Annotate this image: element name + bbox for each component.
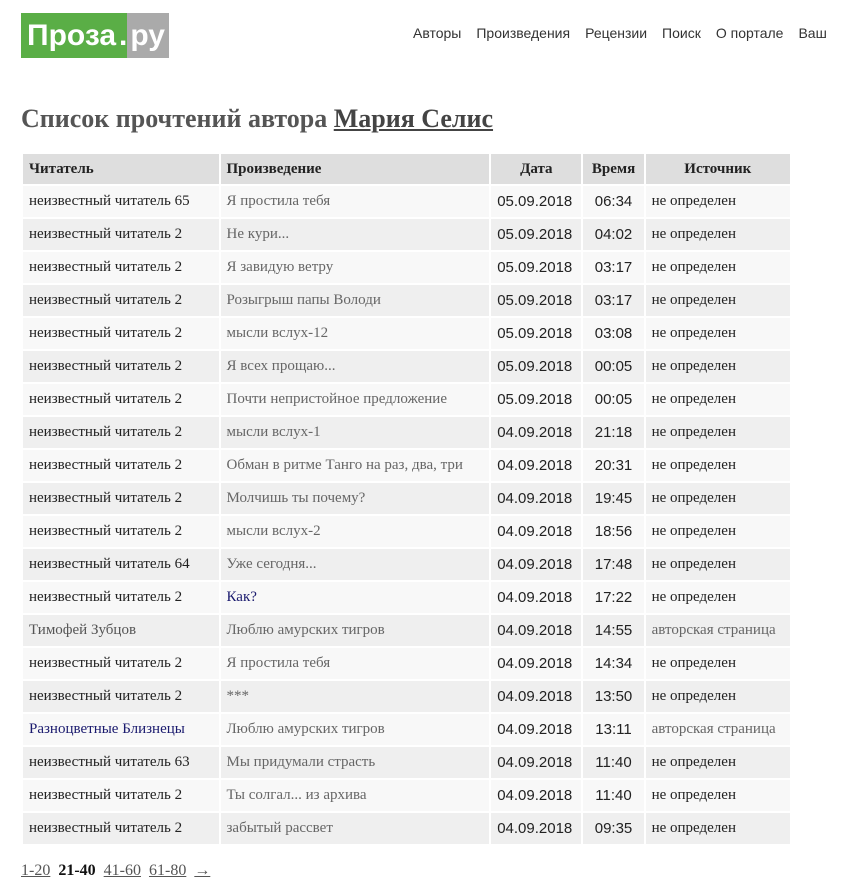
time-cell: 09:35 [583, 813, 643, 844]
source-cell: не определен [646, 219, 790, 250]
source-cell: не определен [646, 318, 790, 349]
date-cell: 05.09.2018 [491, 384, 581, 415]
table-row [23, 351, 790, 382]
time-cell: 14:55 [583, 615, 643, 646]
source-cell: не определен [646, 549, 790, 580]
work-link[interactable]: Розыгрыш папы Володи [221, 285, 490, 316]
work-link[interactable]: Мы придумали страсть [221, 747, 490, 778]
work-link[interactable]: Обман в ритме Танго на раз, два, три [221, 450, 490, 481]
table-row [23, 582, 790, 613]
table-row [23, 813, 790, 844]
table-header-row [23, 154, 790, 184]
time-cell: 03:17 [583, 285, 643, 316]
time-cell: 03:08 [583, 318, 643, 349]
date-cell: 04.09.2018 [491, 813, 581, 844]
reader-cell: неизвестный читатель 2 [23, 285, 219, 316]
source-cell: не определен [646, 813, 790, 844]
source-cell: не определен [646, 285, 790, 316]
work-link[interactable]: Уже сегодня... [221, 549, 490, 580]
reader-cell: неизвестный читатель 2 [23, 516, 219, 547]
source-cell: не определен [646, 252, 790, 283]
date-cell: 04.09.2018 [491, 450, 581, 481]
table-row [23, 252, 790, 283]
date-cell: 04.09.2018 [491, 483, 581, 514]
nav-about[interactable]: О портале [715, 25, 784, 41]
reader-cell: неизвестный читатель 64 [23, 549, 219, 580]
source-cell: не определен [646, 681, 790, 712]
page-link-61-80[interactable]: 61-80 [148, 862, 187, 879]
reader-cell: неизвестный читатель 2 [23, 252, 219, 283]
work-link[interactable]: Ты солгал... из архива [221, 780, 490, 811]
date-cell: 04.09.2018 [491, 516, 581, 547]
work-link[interactable]: мысли вслух-12 [221, 318, 490, 349]
readings-table [21, 152, 792, 846]
table-row [23, 780, 790, 811]
time-cell: 17:22 [583, 582, 643, 613]
source-cell: не определен [646, 186, 790, 217]
work-link[interactable]: Молчишь ты почему? [221, 483, 490, 514]
source-cell: авторская страница [646, 615, 790, 646]
reader-cell: неизвестный читатель 2 [23, 219, 219, 250]
source-cell: не определен [646, 516, 790, 547]
time-cell: 21:18 [583, 417, 643, 448]
table-row [23, 318, 790, 349]
source-cell: не определен [646, 648, 790, 679]
page-current: 21-40 [58, 862, 96, 879]
work-link[interactable]: Не кури... [221, 219, 490, 250]
table-row [23, 747, 790, 778]
table-row [23, 186, 790, 217]
work-link[interactable]: мысли вслух-2 [221, 516, 490, 547]
reader-cell: неизвестный читатель 2 [23, 450, 219, 481]
date-cell: 04.09.2018 [491, 681, 581, 712]
date-cell: 04.09.2018 [491, 714, 581, 745]
source-cell: авторская страница [646, 714, 790, 745]
time-cell: 14:34 [583, 648, 643, 679]
work-link[interactable]: забытый рассвет [221, 813, 490, 844]
time-cell: 13:50 [583, 681, 643, 712]
date-cell: 05.09.2018 [491, 219, 581, 250]
work-link[interactable]: Я простила тебя [221, 648, 490, 679]
work-link[interactable]: Люблю амурских тигров [221, 615, 490, 646]
time-cell: 11:40 [583, 747, 643, 778]
page-link-41-60[interactable]: 41-60 [103, 862, 141, 879]
date-cell: 04.09.2018 [491, 780, 581, 811]
site-logo[interactable] [21, 13, 169, 58]
time-cell: 18:56 [583, 516, 643, 547]
source-cell: не определен [646, 384, 790, 415]
nav-search[interactable]: Поиск [662, 25, 701, 41]
work-link[interactable]: Почти непристойное предложение [221, 384, 490, 415]
table-row [23, 450, 790, 481]
date-cell: 05.09.2018 [491, 186, 581, 217]
date-cell: 04.09.2018 [491, 648, 581, 679]
time-cell: 04:02 [583, 219, 643, 250]
reader-cell[interactable]: Разноцветные Близнецы [23, 714, 219, 745]
nav-reviews[interactable]: Рецензии [585, 25, 648, 41]
work-link[interactable]: Я всех прощаю... [221, 351, 490, 382]
source-cell: не определен [646, 351, 790, 382]
reader-cell: неизвестный читатель 2 [23, 417, 219, 448]
author-link[interactable]: Мария Селис [333, 104, 494, 133]
logo-ru-text: ру [127, 13, 169, 58]
nav-works[interactable]: Произведения [476, 25, 571, 41]
logo-dot-text: . [119, 13, 127, 58]
date-cell: 05.09.2018 [491, 252, 581, 283]
date-cell: 04.09.2018 [491, 549, 581, 580]
work-link[interactable]: Как? [221, 582, 490, 613]
table-row [23, 384, 790, 415]
reader-cell: неизвестный читатель 2 [23, 318, 219, 349]
reader-cell: неизвестный читатель 2 [23, 483, 219, 514]
col-reader: Читатель [23, 154, 219, 184]
source-cell: не определен [646, 483, 790, 514]
time-cell: 00:05 [583, 384, 643, 415]
date-cell: 05.09.2018 [491, 351, 581, 382]
work-link[interactable]: мысли вслух-1 [221, 417, 490, 448]
reader-cell: неизвестный читатель 2 [23, 813, 219, 844]
reader-cell: неизвестный читатель 2 [23, 351, 219, 382]
col-date: Дата [491, 154, 581, 184]
table-row [23, 615, 790, 646]
reader-cell[interactable]: Тимофей Зубцов [23, 615, 219, 646]
date-cell: 04.09.2018 [491, 417, 581, 448]
work-link[interactable]: Люблю амурских тигров [221, 714, 490, 745]
table-row [23, 516, 790, 547]
table-row [23, 648, 790, 679]
table-row [23, 714, 790, 745]
date-cell: 04.09.2018 [491, 747, 581, 778]
time-cell: 19:45 [583, 483, 643, 514]
reader-cell: неизвестный читатель 2 [23, 780, 219, 811]
reader-cell: неизвестный читатель 2 [23, 384, 219, 415]
source-cell: не определен [646, 582, 790, 613]
reader-cell: неизвестный читатель 63 [23, 747, 219, 778]
top-navigation [413, 25, 827, 41]
table-row [23, 417, 790, 448]
source-cell: не определен [646, 417, 790, 448]
col-time: Время [583, 154, 643, 184]
table-row [23, 219, 790, 250]
date-cell: 05.09.2018 [491, 285, 581, 316]
date-cell: 04.09.2018 [491, 615, 581, 646]
table-row [23, 483, 790, 514]
col-source: Источник [646, 154, 790, 184]
time-cell: 11:40 [583, 780, 643, 811]
reader-cell: неизвестный читатель 2 [23, 648, 219, 679]
work-link[interactable]: *** [221, 681, 490, 712]
table-row [23, 681, 790, 712]
time-cell: 13:11 [583, 714, 643, 745]
col-work: Произведение [221, 154, 490, 184]
time-cell: 17:48 [583, 549, 643, 580]
time-cell: 20:31 [583, 450, 643, 481]
reader-cell: неизвестный читатель 2 [23, 582, 219, 613]
source-cell: не определен [646, 780, 790, 811]
page-title [21, 104, 493, 134]
page-title-prefix: Список прочтений автора [21, 104, 334, 133]
time-cell: 03:17 [583, 252, 643, 283]
time-cell: 00:05 [583, 351, 643, 382]
work-link[interactable]: Я простила тебя [221, 186, 490, 217]
source-cell: не определен [646, 747, 790, 778]
pagination [21, 862, 210, 880]
date-cell: 04.09.2018 [491, 582, 581, 613]
time-cell: 06:34 [583, 186, 643, 217]
logo-main-text: Проза [21, 13, 119, 58]
reader-cell: неизвестный читатель 65 [23, 186, 219, 217]
table-row [23, 549, 790, 580]
table-row [23, 285, 790, 316]
nav-authors[interactable]: Авторы [413, 25, 462, 41]
source-cell: не определен [646, 450, 790, 481]
reader-cell: неизвестный читатель 2 [23, 681, 219, 712]
next-page-arrow-icon[interactable]: → [194, 862, 211, 879]
table-body [23, 186, 790, 844]
page-link-1-20[interactable]: 1-20 [21, 862, 51, 879]
work-link[interactable]: Я завидую ветру [221, 252, 490, 283]
date-cell: 05.09.2018 [491, 318, 581, 349]
nav-yours[interactable]: Ваш [798, 25, 827, 41]
